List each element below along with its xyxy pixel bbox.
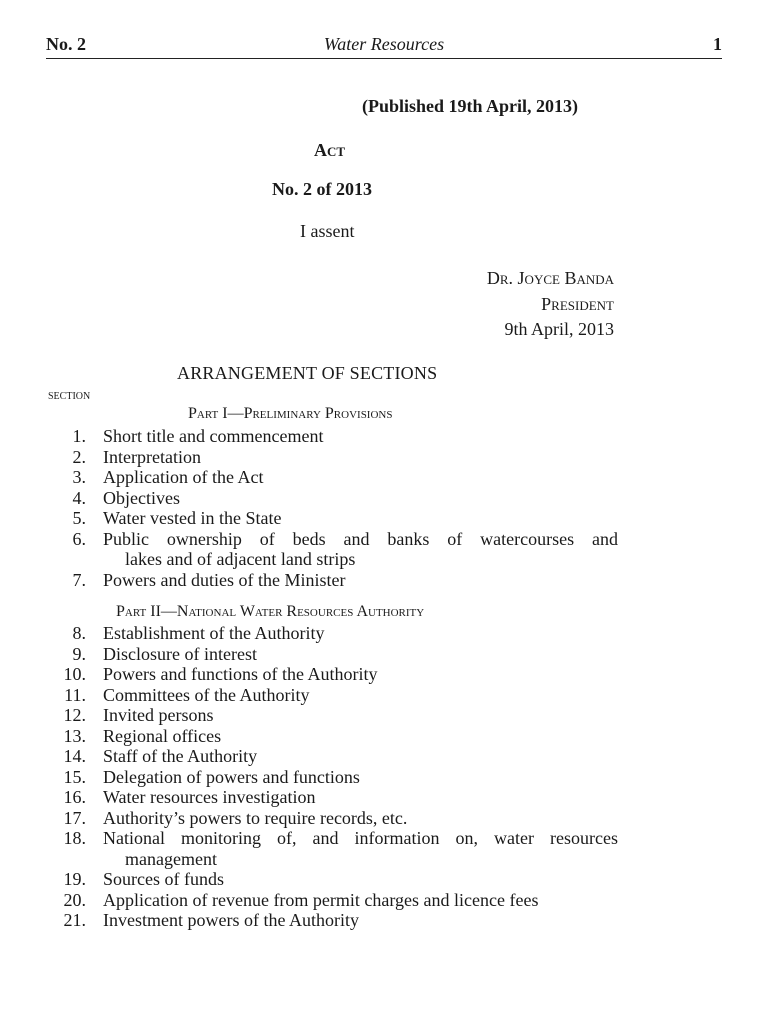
assent-date: 9th April, 2013 bbox=[504, 319, 614, 339]
toc-entry[interactable] bbox=[46, 685, 618, 706]
toc-entry[interactable] bbox=[46, 828, 618, 869]
section-number: 9. bbox=[72, 643, 86, 664]
toc-entry[interactable] bbox=[46, 910, 618, 931]
section-title: Application of the Act bbox=[103, 467, 264, 487]
section-title: Public ownership of beds and banks of watercourses and bbox=[103, 528, 618, 549]
section-number: 5. bbox=[72, 508, 86, 528]
section-number: 17. bbox=[63, 807, 86, 828]
section-title: National monitoring of, and information on, water resources bbox=[103, 828, 618, 848]
section-title: Objectives bbox=[103, 487, 180, 508]
section-number: 1. bbox=[72, 426, 86, 446]
toc-entry[interactable] bbox=[46, 787, 618, 808]
section-title: Powers and duties of the Minister bbox=[103, 569, 346, 590]
section-title: Water vested in the State bbox=[103, 508, 282, 528]
section-title-continuation: lakes and of adjacent land strips bbox=[125, 549, 356, 569]
section-number: 18. bbox=[63, 828, 86, 848]
section-number: 6. bbox=[72, 528, 86, 549]
header-act-number: No. 2 bbox=[46, 34, 86, 54]
part-2-section-list bbox=[46, 623, 618, 931]
section-number: 10. bbox=[63, 664, 86, 684]
part-heading: Part I—Preliminary Provisions bbox=[188, 405, 393, 422]
toc-entry[interactable] bbox=[46, 664, 618, 685]
section-title: Staff of the Authority bbox=[103, 746, 258, 766]
section-title: Committees of the Authority bbox=[103, 684, 310, 705]
header-title: Water Resources bbox=[323, 34, 445, 54]
section-number: 16. bbox=[63, 787, 86, 807]
section-number: 19. bbox=[63, 869, 86, 889]
toc-entry[interactable] bbox=[46, 529, 618, 570]
act-label: Act bbox=[314, 140, 346, 160]
section-title: Disclosure of interest bbox=[103, 643, 257, 664]
section-number: 3. bbox=[72, 467, 86, 487]
section-number: 13. bbox=[63, 725, 86, 746]
toc-entry[interactable] bbox=[46, 767, 618, 788]
section-title: Investment powers of the Authority bbox=[103, 910, 359, 930]
section-title-continuation: management bbox=[125, 848, 217, 869]
section-number: 7. bbox=[72, 569, 86, 590]
section-column-label: section bbox=[48, 388, 91, 403]
section-title: Short title and commencement bbox=[103, 426, 324, 446]
toc-entry[interactable] bbox=[46, 746, 618, 767]
section-number: 12. bbox=[63, 705, 86, 725]
toc-entry[interactable] bbox=[46, 447, 618, 468]
section-title: Authority’s powers to require records, etc. bbox=[103, 807, 408, 828]
toc-entry[interactable] bbox=[46, 426, 618, 447]
section-title: Application of revenue from permit charges and licence fees bbox=[103, 889, 539, 910]
toc-entry[interactable] bbox=[46, 869, 618, 890]
section-number: 8. bbox=[72, 623, 86, 643]
arrangement-title: ARRANGEMENT OF SECTIONS bbox=[177, 363, 438, 383]
section-number: 11. bbox=[64, 684, 86, 705]
signatory-title: President bbox=[541, 294, 614, 314]
assent-text: I assent bbox=[300, 221, 355, 241]
section-number: 15. bbox=[63, 766, 86, 787]
part-heading: Part II—National Water Resources Authority bbox=[116, 603, 425, 620]
toc-entry[interactable] bbox=[46, 508, 618, 529]
toc-entry[interactable] bbox=[46, 488, 618, 509]
toc-entry[interactable] bbox=[46, 726, 618, 747]
section-number: 2. bbox=[72, 446, 86, 467]
part-1-section-list bbox=[46, 426, 618, 590]
toc-entry[interactable] bbox=[46, 570, 618, 591]
section-title: Establishment of the Authority bbox=[103, 623, 325, 643]
act-number: No. 2 of 2013 bbox=[272, 179, 372, 199]
toc-entry[interactable] bbox=[46, 644, 618, 665]
section-number: 20. bbox=[63, 889, 86, 910]
header-page-number: 1 bbox=[713, 34, 722, 54]
published-date: (Published 19th April, 2013) bbox=[362, 96, 579, 116]
section-title: Regional offices bbox=[103, 725, 222, 746]
section-title: Invited persons bbox=[103, 705, 214, 725]
section-number: 4. bbox=[72, 487, 86, 508]
toc-entry[interactable] bbox=[46, 705, 618, 726]
section-title: Interpretation bbox=[103, 446, 201, 467]
section-title: Powers and functions of the Authority bbox=[103, 664, 378, 684]
section-number: 14. bbox=[63, 746, 86, 766]
signatory-name: Dr. Joyce Banda bbox=[486, 268, 614, 288]
toc-entry[interactable] bbox=[46, 623, 618, 644]
toc-entry[interactable] bbox=[46, 890, 618, 911]
toc-entry[interactable] bbox=[46, 467, 618, 488]
section-title: Delegation of powers and functions bbox=[103, 766, 360, 787]
section-title: Sources of funds bbox=[103, 869, 224, 889]
running-header bbox=[46, 32, 722, 59]
toc-entry[interactable] bbox=[46, 808, 618, 829]
section-number: 21. bbox=[63, 910, 86, 930]
section-title: Water resources investigation bbox=[103, 787, 316, 807]
